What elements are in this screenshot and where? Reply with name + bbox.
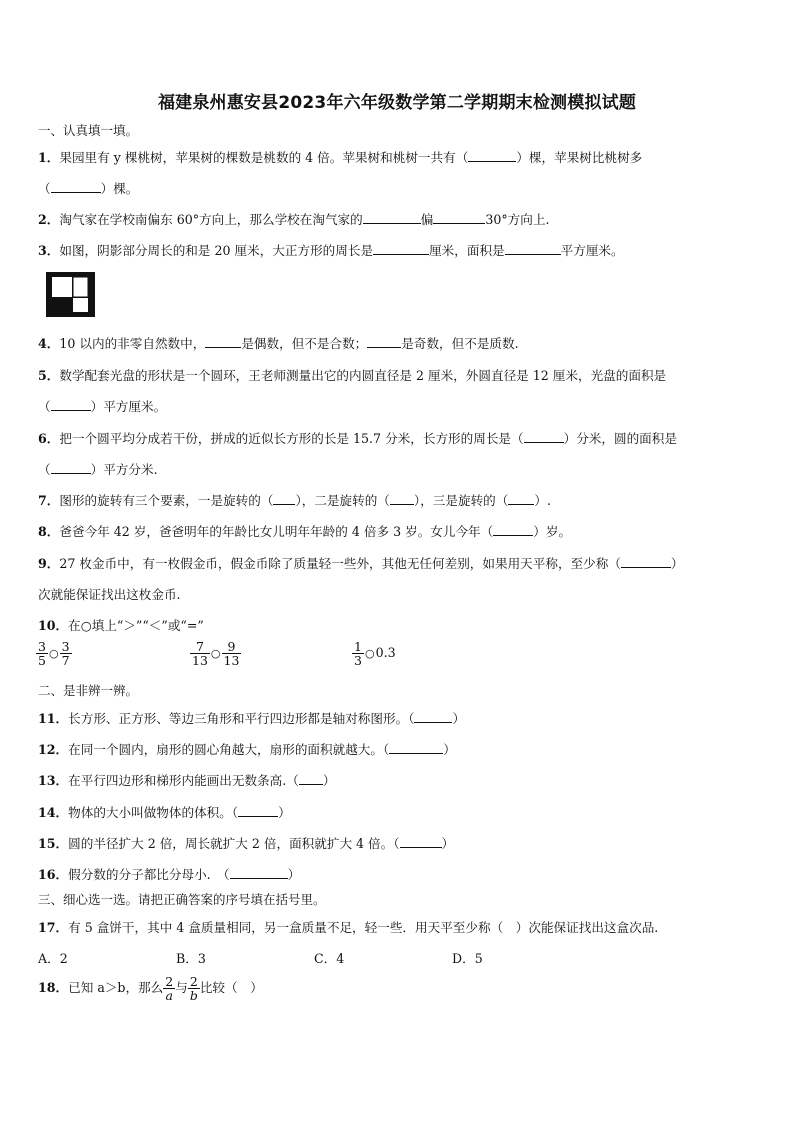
question-text: ）分米，圆的面积是 — [563, 431, 677, 446]
comparison-3 — [352, 640, 396, 667]
question-text: ）棵。 — [100, 181, 139, 196]
question-4 — [38, 333, 519, 352]
question-text: ）棵，苹果树比桃树多 — [516, 150, 643, 165]
question-text: 在同一个圆内，扇形的圆心角越大，扇形的面积就越大。（ — [68, 742, 390, 757]
question-text: 淘气家在学校南偏东 60°方向上，那么学校在淘气家的 — [59, 212, 363, 227]
question-number: 6． — [38, 431, 60, 446]
question-text: ） — [670, 556, 684, 571]
fraction: $\frac{3}{5}$ — [38, 639, 46, 668]
question-9-line-2 — [38, 584, 181, 603]
question-7 — [38, 490, 551, 509]
question-text: 如图，阴影部分周长的和是 20 厘米，大正方形的周长是 — [59, 243, 374, 258]
question-12 — [38, 739, 456, 758]
square-figure — [46, 272, 95, 317]
question-text: 10 以内的非零自然数中， — [59, 336, 206, 351]
question-text: ）. — [534, 493, 551, 508]
question-13 — [38, 770, 335, 789]
question-6-line-2 — [38, 459, 158, 478]
question-6-line-1 — [38, 428, 677, 447]
question-text: ） — [443, 742, 456, 757]
section-3-heading: 三、细心选一选。请把正确答案的序号填在括号里。 — [38, 892, 326, 907]
question-text: 长方形、正方形、等边三角形和平行四边形都是轴对称图形。（ — [68, 711, 415, 726]
question-text: 27 枚金币中，有一枚假金币，假金币除了质量轻一些外，其他无任何差别，如果用天平称，至少称（ — [59, 556, 621, 571]
question-text: 有 5 盒饼干，其中 4 盒质量相同，另一盒质量不足，轻一些．用天平至少称（ ）次能保证找出这盒次品. — [68, 920, 659, 935]
section-1-heading: 一、认真填一填。 — [38, 123, 139, 138]
question-number: 4． — [38, 336, 60, 351]
question-number: 1． — [38, 150, 60, 165]
fraction: $\frac{3}{7}$ — [61, 639, 70, 668]
question-number: 2． — [38, 212, 60, 227]
answer-blank[interactable] — [205, 337, 241, 348]
question-number: 15． — [38, 836, 69, 851]
question-text: 与 — [175, 980, 188, 995]
answer-blank[interactable] — [621, 557, 671, 568]
question-text: 厘米，面积是 — [429, 243, 505, 258]
answer-blank[interactable] — [51, 182, 101, 193]
question-text: ），三是旋转的（ — [413, 493, 509, 508]
question-5-line-2 — [38, 396, 166, 415]
question-text: 比较（ ） — [199, 980, 263, 995]
option-d[interactable]: D．5 — [452, 951, 483, 966]
question-number: 3． — [38, 243, 60, 258]
question-number: 11． — [38, 711, 69, 726]
question-text: （ — [38, 462, 51, 477]
question-1-line-1 — [38, 147, 642, 166]
question-text: 次就能保证找出这枚金币. — [38, 587, 181, 602]
question-text: ） — [452, 711, 466, 726]
question-text: 爸爸今年 42 岁，爸爸明年的年龄比女儿明年年龄的 4 倍多 3 岁。女儿今年（ — [59, 524, 494, 539]
question-text: ），二是旋转的（ — [295, 493, 390, 508]
question-text: ） — [287, 867, 301, 882]
fraction: $\frac{7}{13}$ — [192, 639, 208, 668]
question-text: 数学配套光盘的形状是一个圆环，王老师测量出它的内圆直径是 2 厘米，外圆直径是 12 厘米，光盘的面积是 — [59, 368, 667, 383]
question-text: ） — [441, 836, 455, 851]
answer-blank[interactable] — [230, 868, 288, 879]
answer-blank[interactable] — [51, 400, 91, 411]
question-text: 物体的大小叫做物体的体积。（ — [68, 805, 239, 820]
question-text: 果园里有 y 棵桃树，苹果树的棵数是桃数的 4 倍。苹果树和桃树一共有（ — [59, 150, 469, 165]
question-number: 12． — [38, 742, 69, 757]
page-title: 福建泉州惠安县2023年六年级数学第二学期期末检测模拟试题 — [157, 93, 637, 113]
answer-blank[interactable] — [400, 837, 442, 848]
question-text: 在○填上“＞”“＜”或“=” — [68, 618, 204, 633]
answer-blank[interactable] — [373, 244, 429, 255]
answer-blank[interactable] — [508, 494, 534, 505]
question-text: 已知 a＞b，那么 — [68, 980, 164, 995]
question-15 — [38, 833, 454, 852]
question-16 — [38, 864, 300, 883]
compare-circle[interactable]: ○ — [364, 647, 375, 660]
question-9-line-1 — [38, 553, 684, 572]
question-text: ）平方分米. — [90, 462, 158, 477]
question-number: 7． — [38, 493, 60, 508]
question-text: ） — [322, 773, 336, 788]
question-2 — [38, 209, 549, 228]
small-square-top-left — [52, 277, 72, 297]
answer-blank[interactable] — [273, 494, 295, 505]
answer-blank[interactable] — [390, 494, 414, 505]
question-number: 16． — [38, 867, 69, 882]
answer-blank[interactable] — [433, 213, 485, 224]
fraction: $\frac{2}{b}$ — [189, 974, 198, 1003]
question-text: 在平行四边形和梯形内能画出无数条高.（ — [68, 773, 299, 788]
question-11 — [38, 708, 465, 727]
question-number: 10． — [38, 618, 69, 633]
question-text: （ — [38, 399, 51, 414]
section-2-heading: 二、是非辨一辨。 — [38, 683, 139, 698]
question-14 — [38, 802, 291, 821]
question-text: 图形的旋转有三个要素，一是旋转的（ — [59, 493, 274, 508]
answer-blank[interactable] — [238, 806, 278, 817]
question-text: ）岁。 — [533, 524, 572, 539]
answer-blank[interactable] — [414, 712, 452, 723]
option-b[interactable]: B．3 — [176, 951, 206, 966]
answer-blank[interactable] — [367, 337, 401, 348]
option-a[interactable]: A．2 — [38, 951, 68, 966]
question-text: 30°方向上. — [485, 212, 550, 227]
question-text: ）平方厘米。 — [90, 399, 167, 414]
question-text: （ — [38, 181, 51, 196]
question-18 — [38, 975, 263, 1002]
question-number: 17． — [38, 920, 69, 935]
blank-region — [73, 277, 88, 297]
question-17-options — [38, 948, 590, 967]
question-text: 是奇数，但不是质数. — [401, 336, 519, 351]
answer-blank[interactable] — [363, 213, 421, 224]
fraction: $\frac{9}{13}$ — [223, 639, 240, 668]
question-text: 把一个圆平均分成若干份，拼成的近似长方形的长是 15.7 分米，长方形的周长是（ — [59, 431, 524, 446]
question-10 — [38, 615, 204, 634]
answer-blank[interactable] — [389, 743, 443, 754]
compare-circle[interactable]: ○ — [48, 647, 59, 660]
question-number: 13． — [38, 773, 69, 788]
comparison-2 — [190, 640, 241, 667]
answer-blank[interactable] — [299, 774, 323, 785]
answer-blank[interactable] — [505, 244, 561, 255]
compare-circle[interactable]: ○ — [210, 647, 221, 660]
question-number: 9． — [38, 556, 60, 571]
question-text: 偏 — [420, 212, 434, 227]
answer-blank[interactable] — [493, 525, 533, 536]
question-3 — [38, 240, 624, 259]
question-text: 圆的半径扩大 2 倍，周长就扩大 2 倍，面积就扩大 4 倍。（ — [68, 836, 400, 851]
decimal-value: 0.3 — [375, 645, 396, 660]
fraction: $\frac{2}{a}$ — [165, 974, 174, 1003]
fraction: $\frac{1}{3}$ — [354, 639, 362, 668]
question-text: 假分数的分子都比分母小. （ — [68, 867, 230, 882]
question-number: 5． — [38, 368, 60, 383]
answer-blank[interactable] — [51, 463, 91, 474]
question-8 — [38, 521, 571, 540]
question-text: ） — [278, 805, 291, 820]
question-5-line-1 — [38, 365, 666, 384]
comparison-1 — [36, 640, 72, 667]
question-number: 8． — [38, 524, 60, 539]
answer-blank[interactable] — [524, 432, 564, 443]
question-text: 平方厘米。 — [560, 243, 624, 258]
small-square-bottom-right — [73, 298, 88, 312]
answer-blank[interactable] — [468, 151, 516, 162]
question-17 — [38, 917, 658, 936]
option-c[interactable]: C．4 — [314, 951, 345, 966]
question-text: 是偶数，但不是合数； — [241, 336, 368, 351]
question-1-line-2 — [38, 178, 138, 197]
question-number: 18． — [38, 980, 69, 995]
question-number: 14． — [38, 805, 69, 820]
